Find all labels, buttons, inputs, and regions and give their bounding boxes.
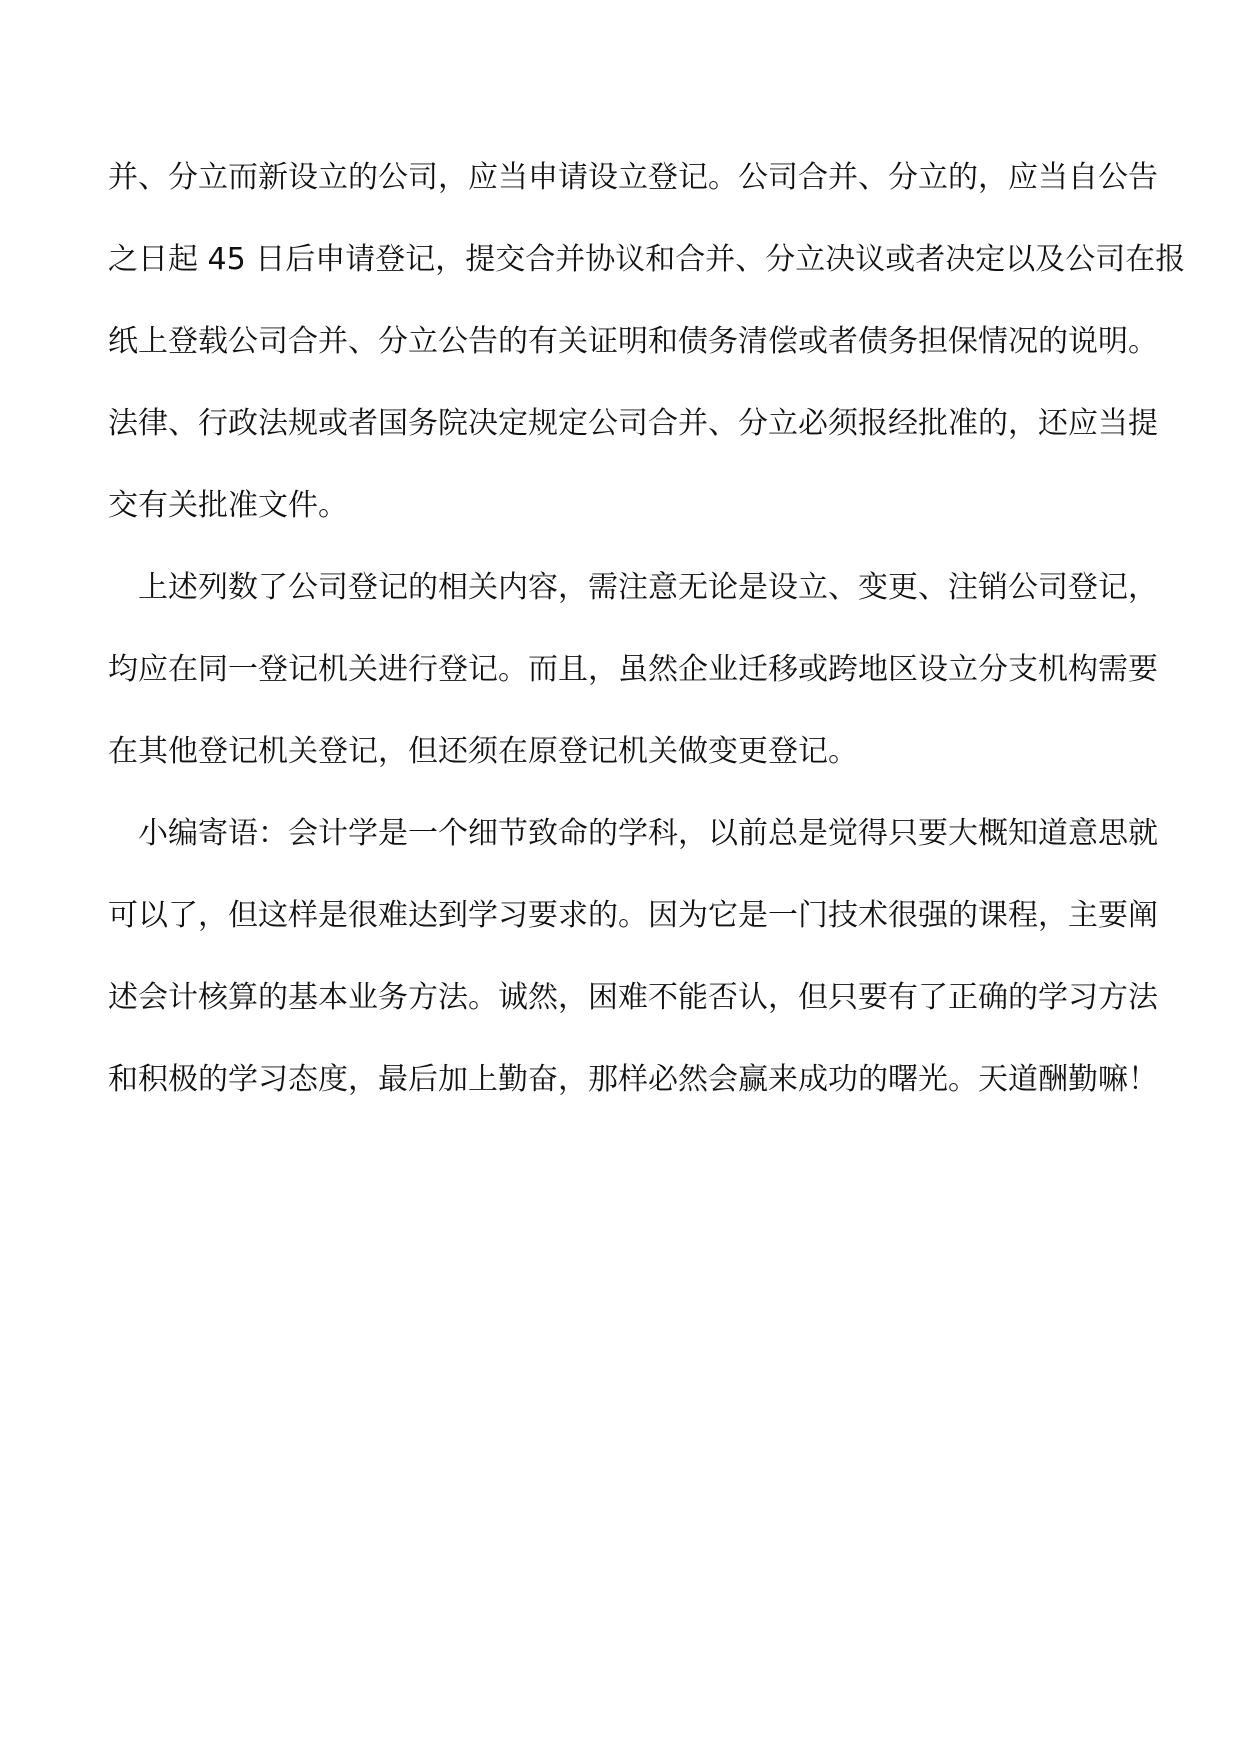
text-line: 均应在同一登记机关进行登记。而且，虽然企业迁移或跨地区设立分支机构需要 bbox=[108, 652, 1158, 687]
text-line: 上述列数了公司登记的相关内容，需注意无论是设立、变更、注销公司登记， bbox=[138, 570, 1158, 605]
document-body bbox=[108, 158, 1186, 1142]
text-line: 并、分立而新设立的公司，应当申请设立登记。公司合并、分立的，应当自公告 bbox=[108, 160, 1158, 195]
text-line: 述会计核算的基本业务方法。诚然，困难不能否认，但只要有了正确的学习方法 bbox=[108, 980, 1158, 1015]
text-line: 小编寄语：会计学是一个细节致命的学科，以前总是觉得只要大概知道意思就 bbox=[138, 816, 1158, 851]
paragraph-1-line-2 bbox=[108, 240, 1186, 322]
paragraph-3-line-2 bbox=[108, 896, 1158, 978]
paragraph-1-line-4 bbox=[108, 404, 1158, 486]
text-line: 纸上登载公司合并、分立公告的有关证明和债务清偿或者债务担保情况的说明。 bbox=[108, 324, 1158, 359]
text-line: 法律、行政法规或者国务院决定规定公司合并、分立必须报经批准的，还应当提 bbox=[108, 406, 1158, 441]
paragraph-1-line-5 bbox=[108, 486, 1140, 568]
paragraph-1-line-1 bbox=[108, 158, 1158, 240]
paragraph-2-line-2 bbox=[108, 650, 1158, 732]
paragraph-3-line-4 bbox=[108, 1060, 1158, 1142]
text-line: 交有关批准文件。 bbox=[108, 488, 348, 523]
text-line: 在其他登记机关登记，但还须在原登记机关做变更登记。 bbox=[108, 734, 858, 769]
text-line: 和积极的学习态度，最后加上勤奋，那样必然会赢来成功的曙光。天道酬勤嘛！ bbox=[108, 1062, 1158, 1097]
paragraph-1-line-3 bbox=[108, 322, 1158, 404]
paragraph-3-line-1 bbox=[108, 814, 1158, 896]
paragraph-2-line-1 bbox=[108, 568, 1158, 650]
paragraph-3-line-3 bbox=[108, 978, 1158, 1060]
paragraph-2-line-3 bbox=[108, 732, 1140, 814]
text-line: 可以了，但这样是很难达到学习要求的。因为它是一门技术很强的课程，主要阐 bbox=[108, 898, 1158, 933]
text-line: 之日起 45 日后申请登记，提交合并协议和合并、分立决议或者决定以及公司在报 bbox=[108, 242, 1186, 277]
